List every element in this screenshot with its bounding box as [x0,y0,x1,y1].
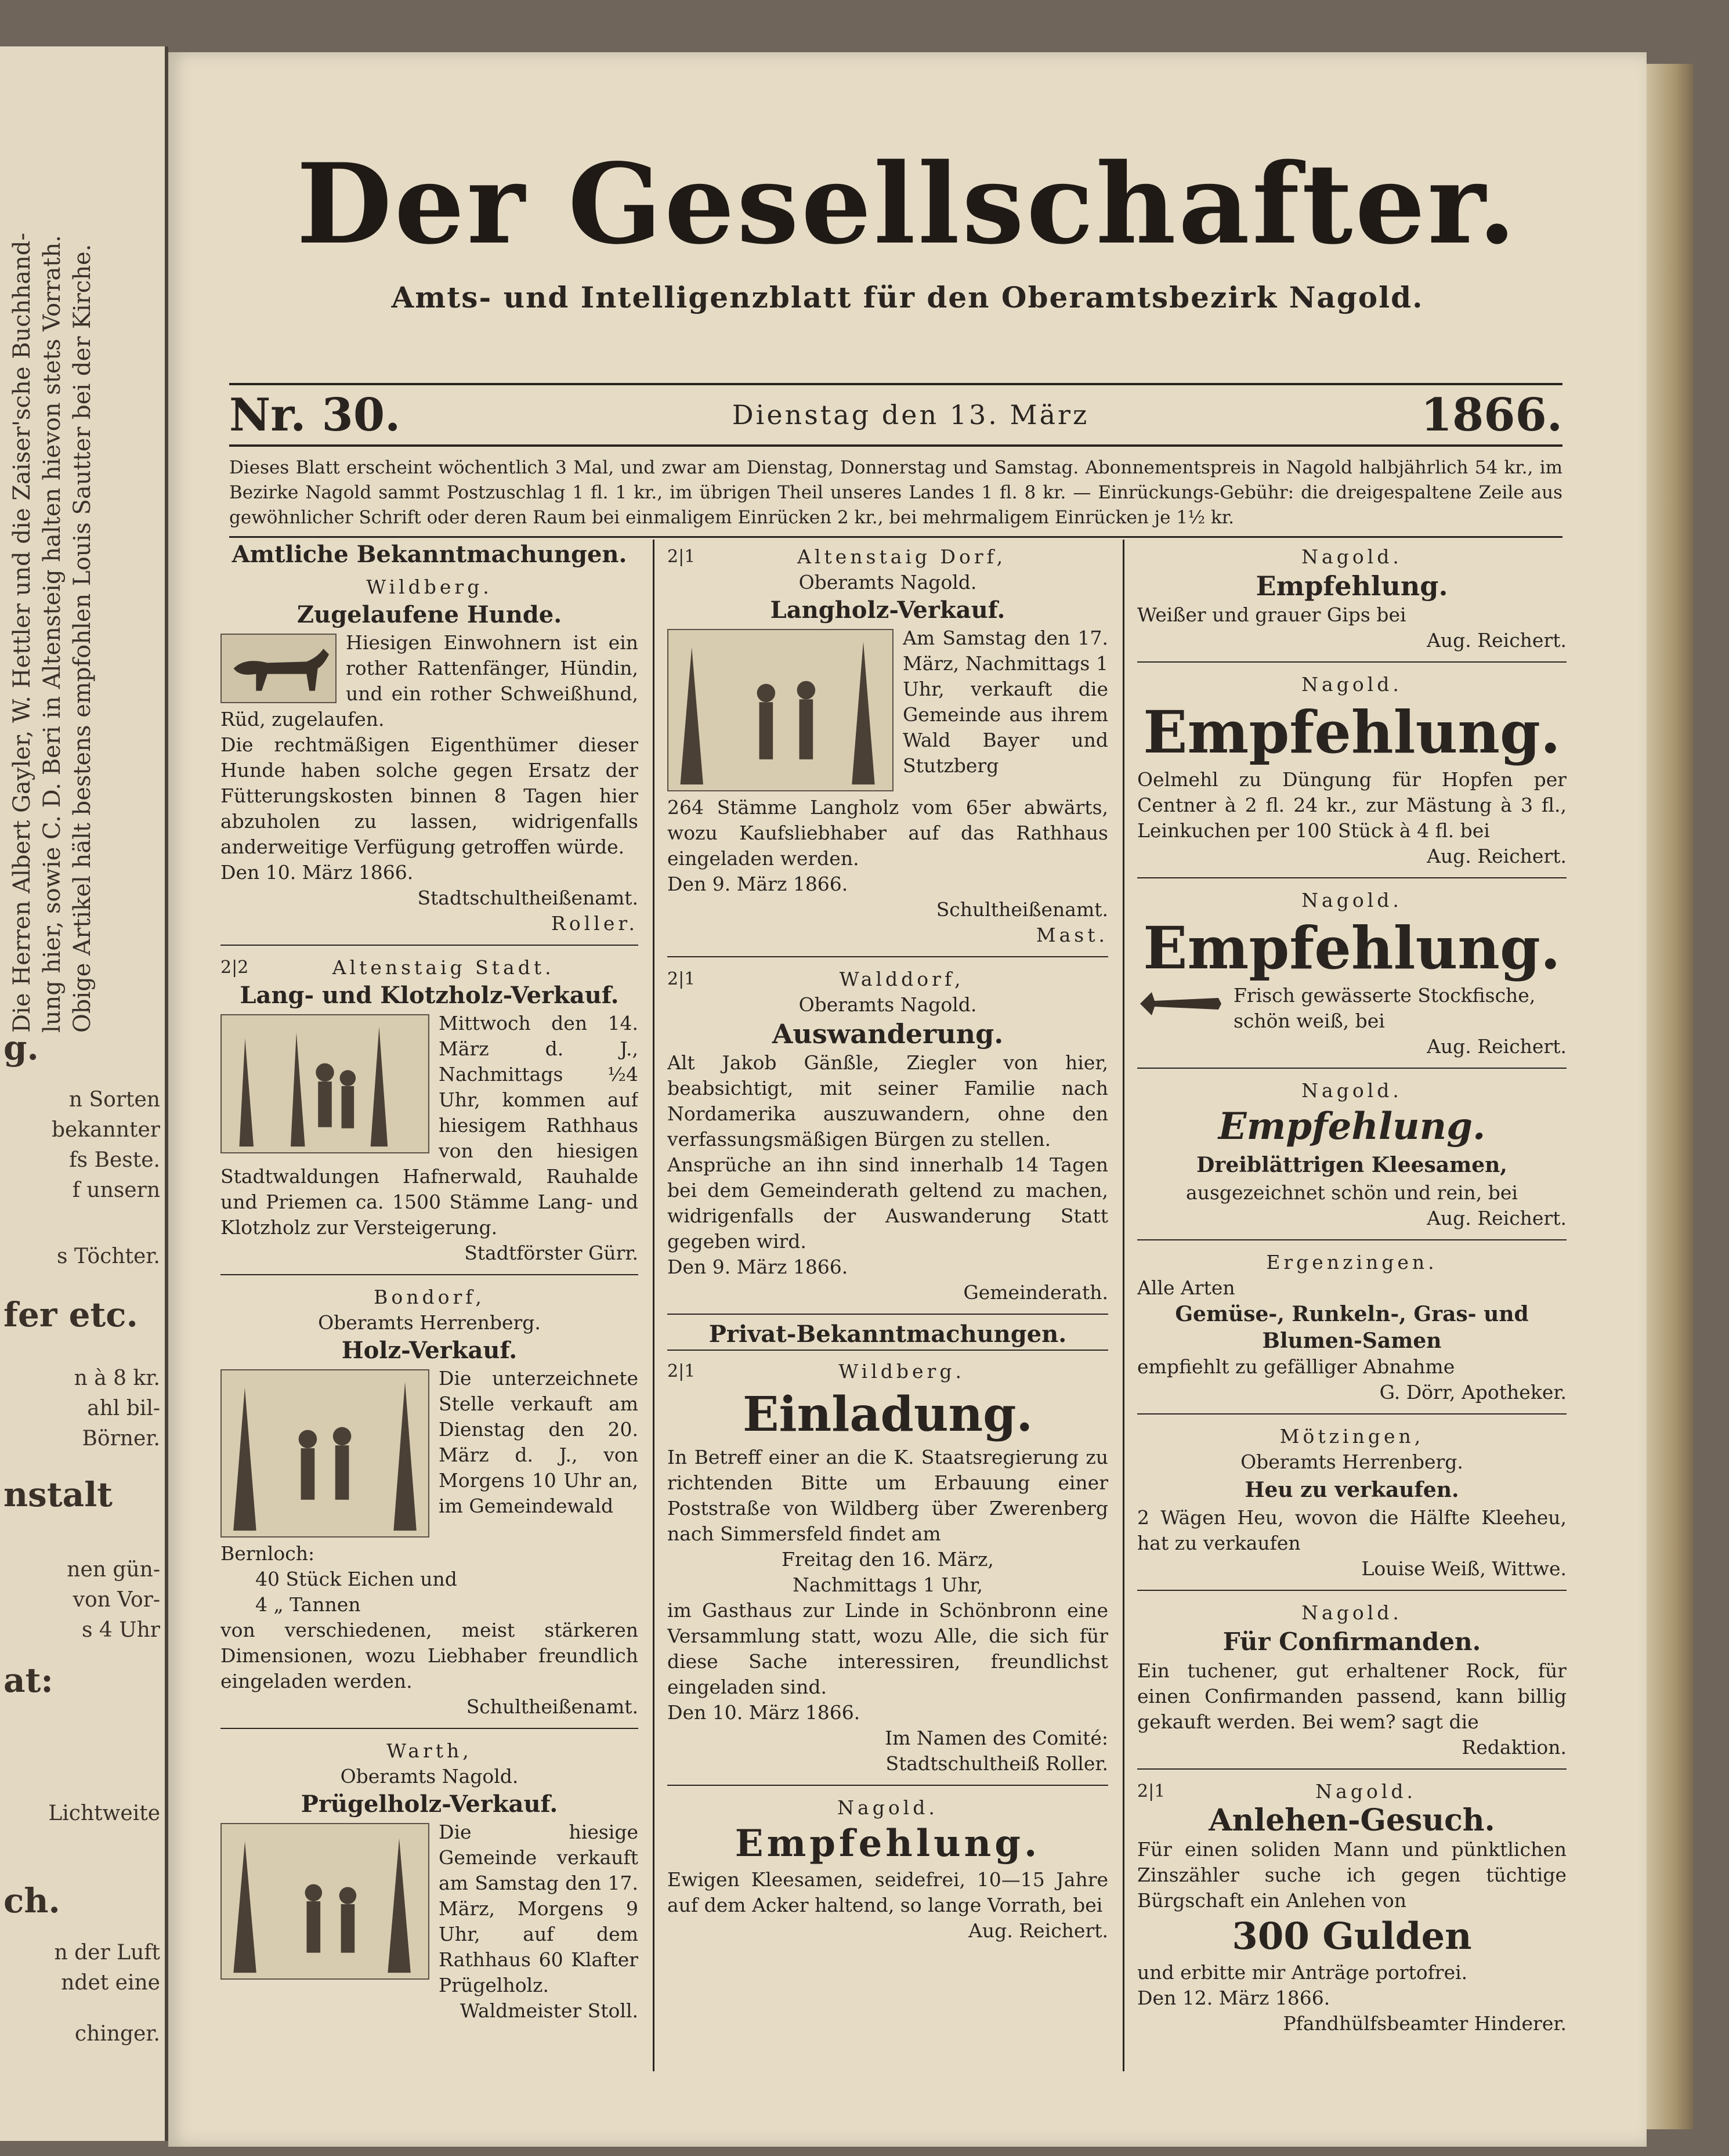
ad-signature: Schultheißenamt. [466,1695,638,1718]
ad-signature: Aug. Reichert. [968,1919,1108,1942]
notice-wood-sale-warth [220,1734,638,2032]
forest-woodcut-icon [667,629,894,791]
ad-signature: Gemeinderath. [963,1281,1108,1304]
ad-tag: 2|1 [667,547,696,567]
ad-item: 4 „ Tannen [255,1593,361,1616]
ad-body: Weißer und grauer Gips bei [1137,603,1406,626]
ad-title: Empfehlung. [1218,1105,1486,1148]
ad-title: Anlehen-Gesuch. [1209,1803,1495,1838]
ad-title: Auswanderung. [772,1018,1004,1050]
ad-signature: Louise Weiß, Wittwe. [1361,1557,1567,1580]
ad-date: Den 9. März 1866. [667,1256,848,1278]
ad-place: Nagold. [837,1796,938,1819]
fragment: von Vor- [73,1588,160,1612]
subscription-notice: Dieses Blatt erscheint wöchentlich 3 Mal, und zwar am Dienstag, Donnerstag und Samstag. Abonnementspreis in Nagold halbjährlich 54 kr., im Bezirke Nagold sammt Postzuschlag 1 fl. 1 kr., im übrigen Theil unseres Landes 1 fl. 8 kr. — Einrückungs-Gebühr: die dreigespaltene Zeile aus gewöhnlicher Schrift oder deren Raum bei einmaligem Einrücken 2 kr., bei mehrmaligem Einrücken je 1½ kr. [229,455,1562,538]
ad-body: Alt Jakob Gänßle, Ziegler von hier, beabsichtigt, mit seiner Familie nach Nordamerika auszuwandern, ohne den verfassungsmäßigen Bürgen zu stellen. [667,1051,1108,1151]
fragment: nen gün- [67,1558,160,1582]
masthead [168,139,1647,314]
issue-number: Nr. 30. [229,388,401,442]
ad-tag: 2|1 [667,969,696,989]
fragment: n der Luft [54,1941,160,1965]
ad-when: Nachmittags 1 Uhr, [792,1573,983,1596]
ad-signature: Stadtschultheißenamt. [417,887,638,909]
fragment: s 4 Uhr [82,1618,160,1642]
ad-body: Bernloch: [220,1542,315,1565]
ad-gips [1137,540,1567,663]
ad-date: Den 9. März 1866. [667,873,848,895]
ad-title: Holz-Verkauf. [341,1337,518,1364]
notice-langholz-sale [667,540,1108,957]
ad-date: Den 12. März 1866. [1137,1987,1330,2009]
left-page-fragment [0,46,168,2141]
forest-woodcut-icon [220,1369,429,1538]
ad-place: Nagold. [1301,1601,1402,1624]
ad-oelmehl [1137,667,1567,878]
fragment: chinger. [74,2022,160,2046]
ad-title: Empfehlung. [1143,914,1561,982]
column-1 [220,540,638,2089]
ad-signature: Schultheißenamt. [936,898,1108,921]
ad-signature: Stadtschultheiß Roller. [885,1752,1108,1775]
fragment: n à 8 kr. [74,1366,160,1390]
fragment: g. [3,1028,39,1068]
ad-place: Nagold. [1315,1780,1416,1803]
book-edge [1647,64,1693,2129]
ad-place: Oberamts Nagold. [798,571,977,594]
ad-title: Gemüse-, Runkeln-, Gras- und Blumen-Samen [1175,1302,1529,1353]
left-page-vertical-ad [7,75,106,1062]
ad-signature: Waldmeister Stoll. [460,1999,638,2022]
ad-place: Nagold. [1301,673,1402,696]
ad-signature: G. Dörr, Apotheker. [1379,1381,1567,1403]
ad-amount: 300 Gulden [1232,1915,1472,1958]
fragment: bekannter [52,1118,160,1142]
ad-tag: 2|1 [1137,1781,1166,1802]
ad-place: Mötzingen, [1279,1425,1424,1448]
fragment: at: [3,1661,53,1700]
ad-body: Die unterzeichnete Stelle verkauft am Dienstag den 20. März d. J., von Morgens 10 Uhr an, im Gemeindewald [439,1367,638,1517]
ad-title: Lang- und Klotzholz-Verkauf. [240,982,619,1009]
ad-body: im Gasthaus zur Linde in Schönbronn eine Versammlung statt, wozu Alle, die sich für diese Sache interessiren, freundlichst eingeladen sind. [667,1599,1108,1698]
ad-title: Für Confirmanden. [1222,1627,1481,1656]
ad-body: 2 Wägen Heu, wovon die Hälfte Kleeheu, hat zu verkaufen [1137,1506,1567,1554]
ad-place: Nagold. [1301,889,1402,911]
ad-signature: Pfandhülfsbeamter Hinderer. [1283,2012,1567,2035]
fragment: fs Beste. [69,1148,160,1172]
issue-year: 1866. [1420,388,1562,442]
ad-body: von verschiedenen, meist stärkeren Dimensionen, wozu Liebhaber freundlich eingeladen werden. [220,1619,638,1692]
ad-place: Bondorf, [374,1286,485,1308]
ad-title: Heu zu verkaufen. [1245,1478,1459,1502]
vertical-line: Obige Artikel hält bestens empfohlen Louis Sautter bei der Kirche. [69,244,96,1033]
ad-item: 40 Stück Eichen und [255,1568,457,1590]
ad-body: Ewigen Kleesamen, seidefrei, 10—15 Jahre auf dem Acker haltend, so lange Vorrath, bei [667,1868,1108,1916]
ad-place: Oberamts Nagold. [340,1765,519,1788]
ad-tag: 2|2 [220,957,249,978]
ad-body: Alle Arten [1137,1276,1235,1299]
fragment: Börner. [82,1427,160,1450]
ad-signature: Mast. [1036,924,1108,946]
ad-place: Oberamts Herrenberg. [1240,1450,1463,1473]
newspaper-page [168,52,1647,2147]
ad-place: Nagold. [1301,545,1402,568]
ad-signature: Aug. Reichert. [1427,629,1567,652]
ad-body: Frisch gewässerte Stockfische, schön weiß, bei [1234,984,1536,1032]
ad-stockfische [1137,883,1567,1069]
ad-clover-seed [667,1790,1108,1952]
ad-place: Wildberg. [366,576,493,598]
ad-title: Empfehlung. [1256,570,1448,602]
paper-subtitle: Amts- und Intelligenzblatt für den Oberamtsbezirk Nagold. [391,280,1424,314]
ad-title: Zugelaufene Hunde. [296,601,562,628]
ad-body: Mittwoch den 14. März d. J., Nachmittags ½4 Uhr, kommen auf hiesigem Rathhaus von den hiesigen Stadtwaldungen Hafnerwald, Rauhalde und Priemen ca. 1500 Stämme Lang- und Klotzholz zur Versteigerung. [220,1012,638,1239]
ad-title: Empfehlung. [1143,698,1561,766]
section-heading: Amtliche Bekanntmachungen. [232,541,627,568]
column-rule [1123,540,1124,2071]
column-2 [667,540,1108,2089]
ad-when: Freitag den 16. März, [782,1548,994,1571]
column-3 [1137,540,1567,2089]
ad-anlehen [1137,1774,1567,2045]
ad-place: Altenstaig Dorf, [797,545,1007,568]
ad-title: Einladung. [742,1387,1033,1442]
ad-signature: Aug. Reichert. [1427,1035,1567,1058]
ad-signature: Redaktion. [1462,1736,1567,1759]
fragment: fer etc. [3,1295,138,1334]
ad-signature: Aug. Reichert. [1427,1207,1567,1229]
notice-emigration [667,962,1108,1315]
ad-title: Langholz-Verkauf. [770,596,1005,624]
forest-woodcut-icon [220,1823,429,1980]
fragment: f unsern [72,1178,160,1202]
ad-date: Den 10. März 1866. [667,1701,860,1724]
ad-place: Warth, [386,1739,472,1762]
forest-woodcut-icon [220,1014,429,1153]
notice-invitation [667,1354,1108,1786]
ad-samen [1137,1245,1567,1415]
ad-place: Oberamts Nagold. [798,993,977,1016]
paper-title: Der Gesellschafter. [296,139,1519,269]
ad-place: Ergenzingen. [1266,1251,1438,1274]
dog-woodcut-icon [220,634,337,703]
ad-subtitle: Dreiblättrigen Kleesamen, [1196,1153,1507,1177]
ad-place: Altenstaig Stadt. [332,956,555,979]
ad-tag: 2|1 [667,1361,696,1381]
fragment: Lichtweite [48,1802,160,1825]
ad-signature: Stadtförster Gürr. [464,1242,638,1264]
ad-body: Die rechtmäßigen Eigenthümer dieser Hunde haben solche gegen Ersatz der Fütterungskosten binnen 8 Tagen hier abzuholen zu lassen, widrigenfalls anderweitige Verfügung getroffen würde. [220,733,638,858]
ad-body: Ansprüche an ihn sind innerhalb 14 Tagen bei dem Gemeinderath geltend zu machen, widrigenfalls der Auswanderung Statt gegeben wird. [667,1153,1108,1253]
notice-wood-sale-bondorf [220,1280,638,1729]
ad-body: ausgezeichnet schön und rein, bei [1186,1181,1518,1204]
ad-place: Wildberg. [838,1360,965,1383]
fragment: s Töchter. [56,1245,160,1268]
section-heading: Privat-Bekanntmachungen. [667,1319,1108,1351]
fragment: ndet eine [61,1971,160,1995]
ad-heu [1137,1419,1567,1591]
ad-place: Walddorf, [839,968,964,990]
notice-timber-sale-altensteig [220,950,638,1275]
notice-stray-dogs [220,570,638,946]
ad-kleesamen [1137,1073,1567,1240]
issue-row [229,383,1562,447]
fragment: nstalt [3,1475,113,1514]
ad-body: Die hiesige Gemeinde verkauft am Samstag den 17. März, Morgens 9 Uhr, auf dem Rathhaus 60 Klafter Prügelholz. [439,1821,638,1996]
issue-date: Dienstag den 13. März [732,399,1090,431]
ad-date: Den 10. März 1866. [220,861,414,884]
fragment: ahl bil- [87,1397,160,1420]
ad-signature: Im Namen des Comité: [885,1727,1108,1749]
ad-place: Oberamts Herrenberg. [318,1311,541,1334]
ad-body: In Betreff einer an die K. Staatsregierung zu richtenden Bitte um Erbauung einer Poststraße von Wildberg über Zwerenberg nach Simmersfeld findet am [667,1446,1108,1545]
ad-place: Nagold. [1301,1079,1402,1102]
ad-body: Oelmehl zu Düngung für Hopfen per Centner à 2 fl. 24 kr., zur Mästung à 3 fl., Leinkuchen per 100 Stück à 4 fl. bei [1137,768,1567,842]
ad-body: empfiehlt zu gefälliger Abnahme [1137,1355,1455,1378]
vertical-line: Die Herren Albert Gayler, W. Hettler und die Zaiser'sche Buchhand- [9,233,35,1033]
ad-signature: Roller. [551,912,638,935]
ad-body: Am Samstag den 17. März, Nachmittags 1 Uhr, verkauft die Gemeinde aus ihrem Wald Bayer und Stutzberg [903,627,1108,777]
fragment: ch. [3,1881,60,1920]
ad-body: Hiesigen Einwohnern ist ein rother Rattenfänger, Hündin, und ein rother Schweißhund, Rüd, zugelaufen. [220,631,638,730]
column-rule [653,540,654,2071]
ad-body: Ein tuchener, gut erhaltener Rock, für einen Confirmanden passend, kann billig gekauft werden. Bei wem? sagt die [1137,1659,1567,1733]
fish-icon [1137,986,1224,1021]
ad-confirmanden [1137,1596,1567,1770]
ad-body: und erbitte mir Anträge portofrei. [1137,1961,1468,1984]
ad-body: Für einen soliden Mann und pünktlichen Zinszähler suche ich gegen tüchtige Bürgschaft ein Anlehen von [1137,1838,1567,1912]
ad-signature: Aug. Reichert. [1427,845,1567,867]
ad-body: 264 Stämme Langholz vom 65er abwärts, wozu Kaufsliebhaber auf das Rathhaus eingeladen werden. [667,796,1108,870]
ad-title: Empfehlung. [735,1822,1041,1865]
fragment: n Sorten [68,1088,160,1112]
vertical-line: lung hier, sowie C. D. Beri in Altensteig halten hievon stets Vorrath. [39,235,66,1033]
ad-title: Prügelholz-Verkauf. [301,1790,558,1818]
